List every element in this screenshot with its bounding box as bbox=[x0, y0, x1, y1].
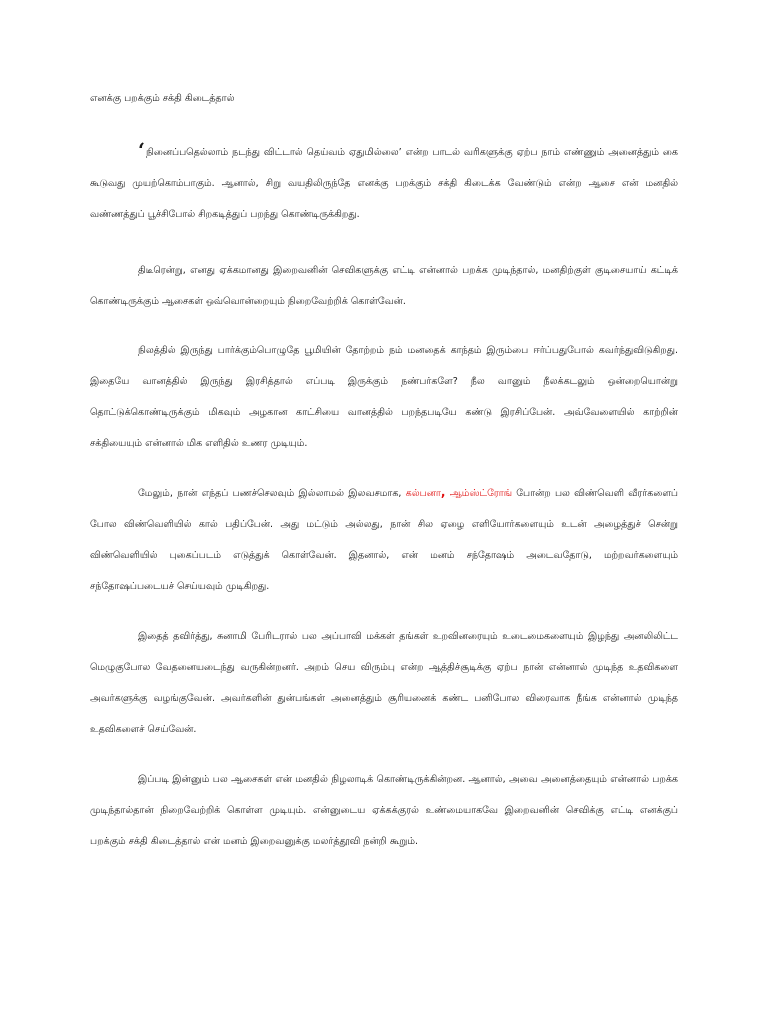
paragraph-4-text-after: போன்ற பல விண்வெளி வீரர்களைப் போல விண்வெளியில் கால் பதிப்பேன். அது மட்டும் அல்லது, நான் சில ஏழை எளியோர்களையும் உடன் அழைத்துச் சென்று விண்வெளியில் புகைப்படம் எடுத்துக் கொள்வேன். இதனால், என் மனம் சந்தோஷம் அடைவதோடு, மற்றவர்களையும் சந்தோஷப்படையச் செய்யவும் முடிகிறது. bbox=[90, 488, 678, 592]
paragraph-4 bbox=[90, 477, 678, 602]
highlighted-name-separator: , bbox=[440, 485, 446, 499]
document-title: எனக்கு பறக்கும் சக்தி கிடைத்தால் bbox=[90, 93, 235, 104]
paragraph-3: நிலத்தில் இருந்து பார்க்கும்பொழுதே பூமியின் தோற்றம் நம் மனதைக் காந்தம் இரும்பை ஈர்ப்பதுபோல் கவர்ந்துவிடுகிறது. இதையே வானத்தில் இருந்து இரசித்தால் எப்படி இருக்கும் நண்பர்களே? நீல வானும் நீலக்கடலும் ஒன்றையொன்று தொட்டுக்கொண்டிருக்கும் மிகவும் அழகான காட்சியை வானத்தில் பறந்தபடியே கண்டு இரசிப்பேன். அவ்வேளையில் காற்றின் சக்தியையும் என்னால் மிக எளிதில் உணர முடியும். bbox=[90, 345, 678, 449]
paragraph-1-text: நினைப்பதெல்லாம் நடந்து விட்டால் தெய்வம் ஏதுமில்லை’ என்ற பாடல் வரிகளுக்கு ஏற்ப நாம் எண்ணும் அனைத்தும் கை கூடுவது முயற்கொம்பாகும். ஆனால், சிறு வயதிலிருந்தே எனக்கு பறக்கும் சக்தி கிடைக்க வேண்டும் என்ற ஆசை என் மனதில் வண்ணத்துப் பூச்சிபோல் சிறகடித்துப் பறந்து கொண்டிருக்கிறது. bbox=[90, 147, 678, 220]
paragraph-6: இப்படி இன்னும் பல ஆசைகள் என் மனதில் நிழலாடிக் கொண்டிருக்கின்றன. ஆனால், அவை அனைத்தையும் என்னால் பறக்க முடிந்தால்தான் நிறைவேற்றிக் கொள்ள முடியும். என்னுடைய ஏக்கக்குரல் உண்மையாகவே இறைவனின் செவிக்கு எட்டி எனக்குப் பறக்கும் சக்தி கிடைத்தால் என் மனம் இறைவனுக்கு மலர்த்தூவி நன்றி கூறும். bbox=[90, 774, 678, 847]
highlighted-name-armstrong: ஆம்ஸ்ட்ரோங் bbox=[449, 488, 513, 499]
highlighted-name-kalpana: கல்பனா bbox=[405, 488, 441, 499]
paragraph-5: இதைத் தவிர்த்து, சுனாமி பேரிடரால் பல அப்பாவி மக்கள் தங்கள் உறவினரையும் உடைமைகளையும் இழந்து அனலிலிட்ட மெழுகுபோல வேதனையடைந்து வருகின்றனர். அறம் செய விரும்பு என்ற ஆத்திச்சூடிக்கு ஏற்ப நான் என்னால் முடிந்த உதவிகளை அவர்களுக்கு வழங்குவேன். அவர்களின் துன்பங்கள் அனைத்தும் சூரியனைக் கண்ட பனிபோல விரைவாக நீங்க என்னால் முடிந்த உதவிகளைச் செய்வேன். bbox=[90, 631, 678, 735]
paragraph-2: திடீரென்று, எனது ஏக்கமானது இறைவனின் செவிகளுக்கு எட்டி என்னால் பறக்க முடிந்தால், மனதிற்குள் குடிசையாய் கட்டிக் கொண்டிருக்கும் ஆசைகள் ஒவ்வொன்றையும் நிறைவேற்றிக் கொள்வேன். bbox=[90, 265, 678, 307]
opening-quote-mark: ‘ bbox=[138, 138, 145, 162]
paragraph-1 bbox=[90, 137, 678, 230]
paragraph-4-text-before: மேலும், நான் எந்தப் பணச்செலவும் இல்லாமல் இலவசமாக, bbox=[138, 488, 402, 499]
